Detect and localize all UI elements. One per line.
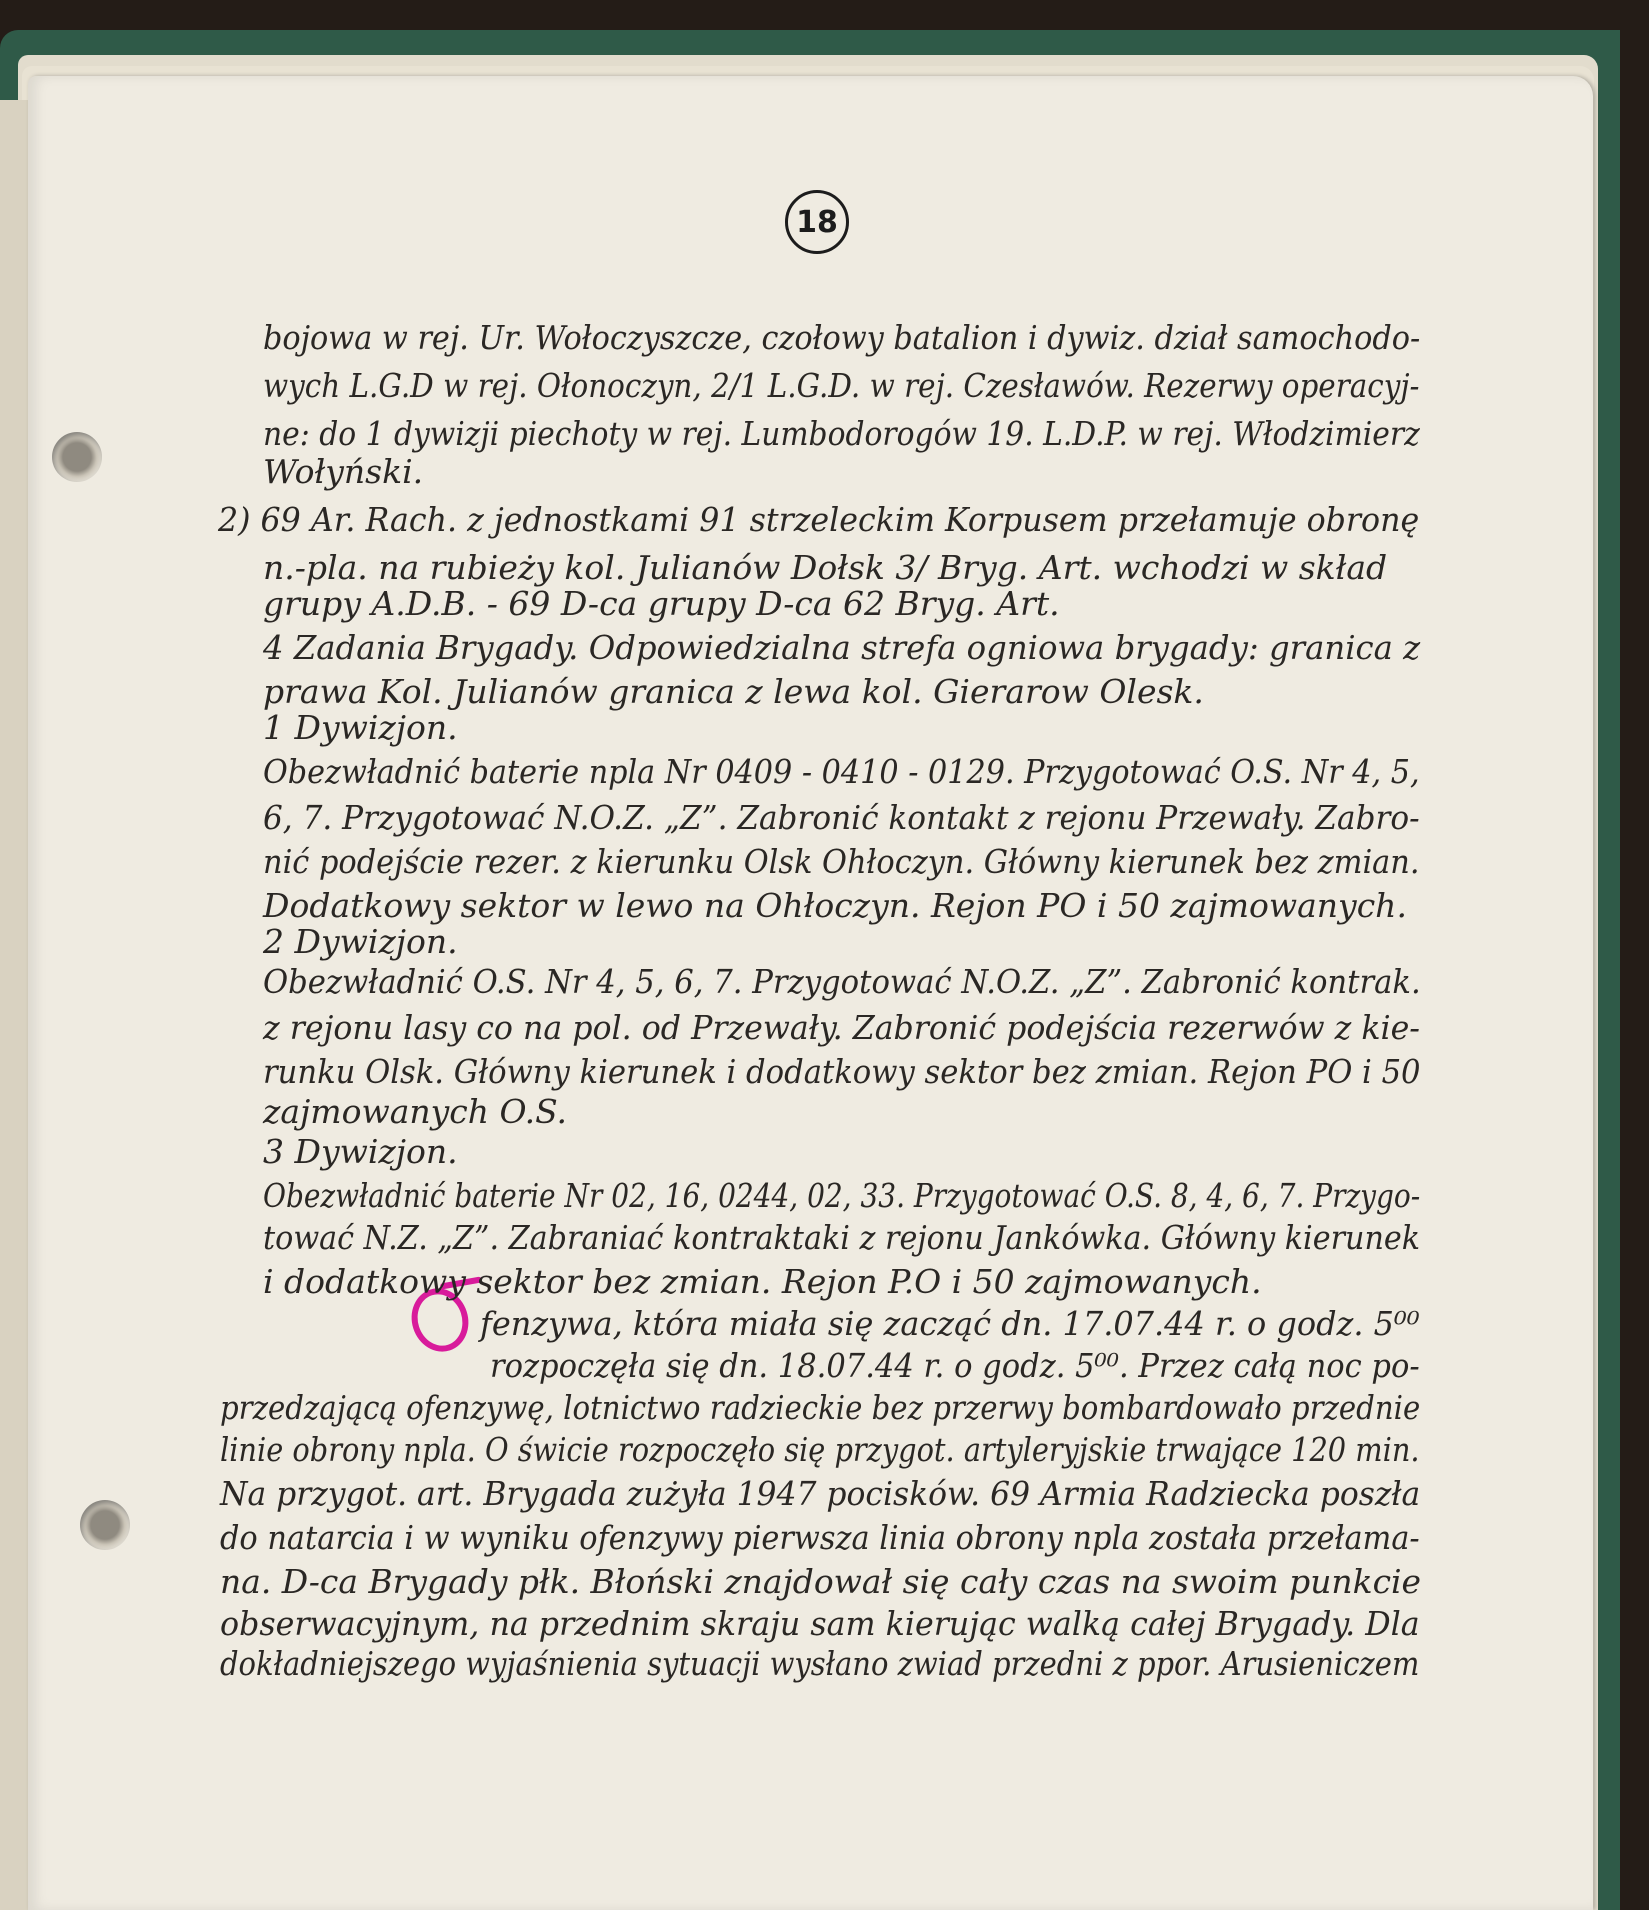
text-line: runku Olsk. Główny kierunek i dodatkowy sektor bez zmian. Rejon PO i 50 (263, 1052, 1421, 1091)
text-line: tować N.Z. „Z”. Zabraniać kontraktaki z rejonu Jankówka. Główny kierunek (263, 1218, 1421, 1257)
text-line: n.-pla. na rubieży kol. Julianów Dołsk 3/ Bryg. Art. wchodzi w skład (263, 548, 1388, 587)
text-line: 1 Dywizjon. (263, 708, 458, 747)
text-line: Obezwładnić O.S. Nr 4, 5, 6, 7. Przygotować N.O.Z. „Z”. Zabronić kontrak. (263, 962, 1421, 1001)
text-line: na. D-ca Brygady płk. Błoński znajdował się cały czas na swoim punkcie (220, 1562, 1422, 1601)
text-line: z rejonu lasy co na pol. od Przewały. Zabronić podejścia rezerwów z kie- (263, 1008, 1420, 1047)
text-line: przedzającą ofenzywę, lotnictwo radzieckie bez przerwy bombardowało przednie (220, 1388, 1421, 1427)
text-line: grupy A.D.B. - 69 D-ca grupy D-ca 62 Bryg. Art. (263, 584, 1060, 623)
text-line: fenzywa, która miała się zacząć dn. 17.07.44 r. o godz. 5⁰⁰ (480, 1304, 1420, 1343)
text-line: 2 Dywizjon. (263, 922, 458, 961)
text-line: zajmowanych O.S. (263, 1092, 568, 1131)
text-line: obserwacyjnym, na przednim skraju sam kierując walką całej Brygady. Dla (220, 1604, 1420, 1643)
text-line: do natarcia i w wyniku ofenzywy pierwsza linia obrony npla została przełama- (220, 1518, 1420, 1557)
text-line: Obezwładnić baterie npla Nr 0409 - 0410 - 0129. Przygotować O.S. Nr 4, 5, (263, 752, 1420, 791)
text-line: linie obrony npla. O świcie rozpoczęło się przygot. artyleryjskie trwające 120 min. (220, 1430, 1420, 1469)
text-line: Na przygot. art. Brygada zużyła 1947 pocisków. 69 Armia Radziecka poszła (220, 1474, 1421, 1513)
text-line: bojowa w rej. Ur. Wołoczyszcze, czołowy batalion i dywiz. dział samochodo- (263, 318, 1421, 357)
text-line: Dodatkowy sektor w lewo na Ohłoczyn. Rejon PO i 50 zajmowanych. (263, 886, 1407, 925)
text-line: Obezwładnić baterie Nr 02, 16, 0244, 02, 33. Przygotować O.S. 8, 4, 6, 7. Przygo- (263, 1176, 1421, 1215)
page-number: 18 (796, 204, 838, 240)
text-line: nić podejście rezer. z kierunku Olsk Ohłoczyn. Główny kierunek bez zmian. (263, 842, 1420, 881)
text-line: rozpoczęła się dn. 18.07.44 r. o godz. 5⁰⁰. Przez całą noc po- (490, 1346, 1420, 1385)
text-line: i dodatkowy sektor bez zmian. Rejon P.O i 50 zajmowanych. (263, 1262, 1262, 1301)
text-line: 3 Dywizjon. (263, 1132, 458, 1171)
text-line: 4 Zadania Brygady. Odpowiedzialna strefa ogniowa brygady: granica z (263, 628, 1421, 667)
text-line: wych L.G.D w rej. Ołonoczyn, 2/1 L.G.D. w rej. Czesławów. Rezerwy operacyj- (263, 366, 1420, 405)
text-line: ne: do 1 dywizji piechoty w rej. Lumbodorogów 19. L.D.P. w rej. Włodzimierz (263, 414, 1420, 453)
text-line: 2) 69 Ar. Rach. z jednostkami 91 strzeleckim Korpusem przełamuje obronę (218, 500, 1420, 539)
text-line: Wołyński. (263, 452, 424, 491)
text-line: prawa Kol. Julianów granica z lewa kol. Gierarow Olesk. (263, 672, 1204, 711)
text-line: 6, 7. Przygotować N.O.Z. „Z”. Zabronić kontakt z rejonu Przewały. Zabro- (263, 798, 1420, 837)
text-line: dokładniejszego wyjaśnienia sytuacji wysłano zwiad przedni z ppor. Arusieniczem (220, 1644, 1420, 1683)
